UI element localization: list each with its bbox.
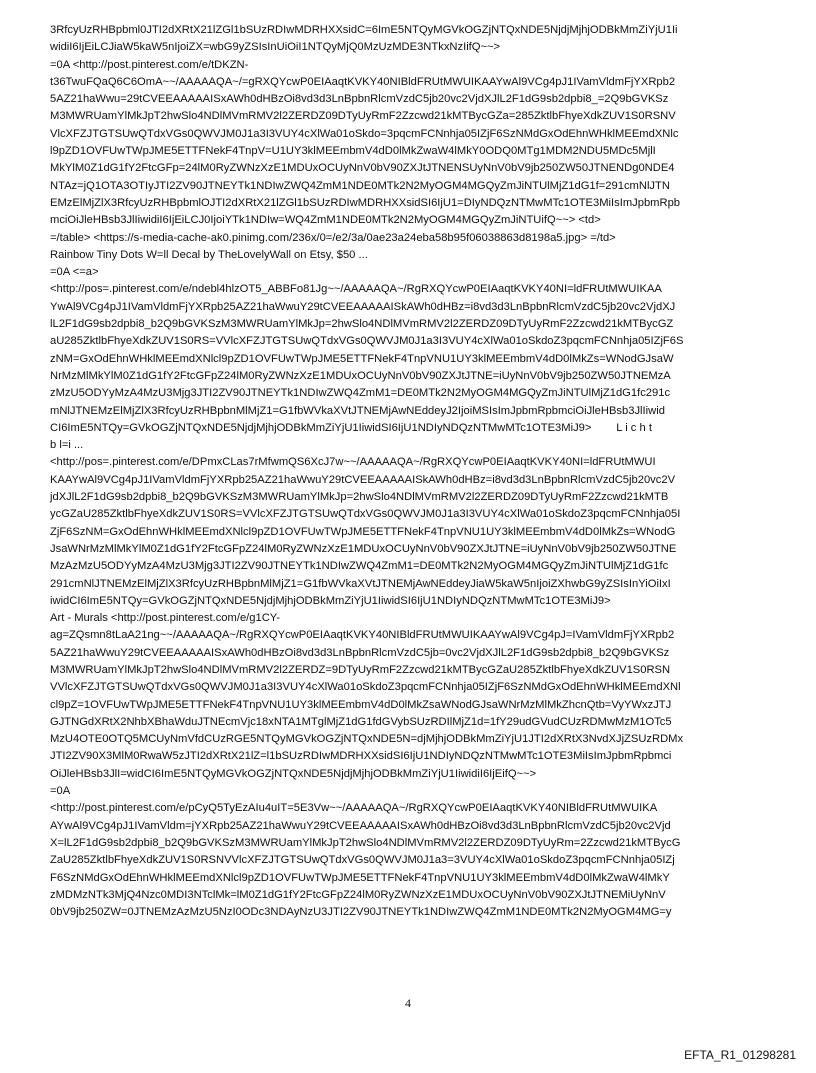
document-text-line: ZjF6SzNM=GxOdEhnWHklMEEmdXNlcl9pZD1OVFUwTWpJME5ETTFNekF4TnpVNU1UY3klMEEmbmV4dD0lMkZs=WNodG: [50, 525, 676, 538]
document-text-line: Rainbow Tiny Dots W=ll Decal by TheLovelyWall on Etsy, $50 ...: [50, 248, 368, 261]
document-text-line: <http://pos=.pinterest.com/e/DPmxCLas7rMfwmQS6XcJ7w~~/AAAAAQA~/RgRXQYcwP0EIAaqtKVKY40NI=ldFRUtMWUI: [50, 456, 656, 469]
document-body: [50, 22, 762, 921]
document-text-line: mNlJTNEMzElMjZlX3RfcyUzRHBpbnMlMjZ1=G1fbWVkaXVtJTNEMjAwNEddeyJ2IjoiMSIsImJpbmRpbmciOiJleHBsb3JlIiwid: [50, 404, 665, 417]
document-text-line: ZaU285ZktlbFhyeXdkZUV1S0RSNVVlcXFZJTGTSUwQTdxVGs0QWVJM0J1a3=3VUY4cXlWa01oSkdoZ3pqcmFCNnhja05IZj: [50, 854, 675, 867]
document-text-line: =/table> <https://s-media-cache-ak0.pinimg.com/236x/0=/e2/3a/0ae23a24eba58b95f06038863d8198a5.jpg> =/td>: [50, 231, 616, 244]
document-text-line: =0A: [50, 785, 71, 798]
document-text-line: cl9pZ=1OVFUwTWpJME5ETTFNekF4TnpVNU1UY3klMEEmbmV4dD0lMkZsaWNodGJsaWNrMzMlMkZhcnQtb=VyYWxzJTJ: [50, 698, 672, 711]
document-text-line: ycGZaU285ZktlbFhyeXdkZUV1S0RS=VVlcXFZJTGTSUwQTdxVGs0QWVJM0J1a3I3VUY4cXlWa01oSkdoZ3pqcmFCNnhja05I: [50, 508, 681, 521]
document-text-line: KAAYwAl9VCg4pJ1IVamVldmFjYXRpb25AZ21haWwuY29tCVEEAAAAAISkAWh0dHBz=i8vd3d3LnBpbnRlcmVzdC5jb20vc2V: [50, 473, 676, 486]
document-text-line: MkYlM0Z1dG1fY2FtcGFp=24lM0RyZWNzXzE1MDUxOCUyNnV0bV90ZXJtJTNENSUyNnV0bV9jb250ZW50JTNENDg0NDE4: [50, 162, 675, 175]
document-text-line: zMzU5ODYyMzA4MzU3Mjg3JTI2ZV90JTNEYTk1NDIwZWQ4ZmM1=DE0MTk2N2MyOGM4MGQyZmJiNTUlMjZ1dG1fc291c: [50, 387, 671, 400]
document-text-line: F6SzNMdGxOdEhnWHklMEEmdXNlcl9pZD1OVFUwTWpJME5ETTFNekF4TnpVNU1UY3klMEEmbmV4dD0lMkZwaW4lMkY: [50, 871, 670, 884]
document-text-line: widiI6IjEiLCJiaW5kaW5nIjoiZX=wbG9yZSIsInUiOiI1NTQyMjQ0MzUzMDE3NTkxNzIifQ~~>: [50, 41, 501, 54]
document-text-line: X=lL2F1dG9sb2dpbi8_b2Q9bGVKSzM3MWRUamYlMkJpT2hwSlo4NDlMVmRMV2l2ZERDZ09DTyUyRm=2Zzcwd21kMTBycG: [50, 836, 681, 849]
document-text-line: NTAz=jQ1OTA3OTIyJTI2ZV90JTNEYTk1NDIwZWQ4ZmM1NDE0MTk2N2MyOGM4MGQyZmJiNTUlMjZ1dG1f=291cmNlJTN: [50, 179, 670, 192]
document-text-line: MzAzMzU5ODYyMzA4MzU3Mjg3JTI2ZV90JTNEYTk1NDIwZWQ4ZmM1=DE0MTk2N2MyOGM4MGQyZmJiNTUlMjZ1dG1fc: [50, 560, 669, 573]
document-text-line: M3MWRUamYlMkJpT2hwSlo4NDlMVmRMV2l2ZERDZ=9DTyUyRmF2Zzcwd21kMTBycGZaU285ZktlbFhyeXdkZUV1S0RSN: [50, 663, 671, 676]
document-text-line: JTI2ZV90X3MlM0RwaW5zJTI2dXRtX21lZ=l1bSUzRDIwMDRHXXsidSI6IjU1NDIyNDQzNTMwMTc1OTE3MiIsImJpbmRpbmci: [50, 750, 672, 763]
document-text-line: jdXJlL2F1dG9sb2dpbi8_b2Q9bGVKSzM3MWRUamYlMkJp=2hwSlo4NDlMVmRMV2l2ZERDZ09DTyUyRmF2Zzcwd21kMTB: [50, 491, 669, 504]
document-text-line: lL2F1dG9sb2dpbi8_b2Q9bGVKSzM3MWRUamYlMkJp=2hwSlo4NDlMVmRMV2l2ZERDZ09DTyUyRmF2Zzcwd21kMTBycGZ: [50, 318, 674, 331]
document-text-line: l9pZD1OVFUwTWpJME5ETTFNekF4TnpV=U1UY3klMEEmbmV4dD0lMkZwaW4lMkY0ODQ0MTg1MDM2NDU5MDc5MjlI: [50, 145, 656, 158]
document-text-line: NrMzMlMkYlM0Z1dG1fY2FtcGFpZ24lM0RyZWNzXzE1MDUxOCUyNnV0bV90ZXJtJTNE=iUyNnV0bV9jb250ZW50JTNEMzA: [50, 369, 671, 382]
document-text-line: t36TwuFQaQ6C6OmA~~/AAAAAQA~/=gRXQYcwP0EIAaqtKVKY40NIBldFRUtMWUIKAAYwAl9VCg4pJ1IVamVldmFjYXRpb2: [50, 75, 676, 88]
document-text-line: CI6ImE5NTQy=GVkOGZjNTQxNDE5NjdjMjhjODBkMmZiYjU1IiwidSI6IjU1NDIyNDQzNTMwMTc1OTE3MiJ9> L i c h t: [50, 421, 652, 434]
document-text-line: EMzElMjZlX3RfcyUzRHBpbmlOJTI2dXRtX21lZGl1bSUzRDIwMDRHXXsidSI6IjU1=DIyNDQzNTMwMTc1OTE3MiIsImJpbmRpb: [50, 196, 681, 209]
document-text-line: JsaWNrMzMlMkYlM0Z1dG1fY2FtcGFpZ24lM0RyZWNzXzE1MDUxOCUyNnV0bV90ZXJtJTNE=iUyNnV0bV9jb250ZW50JTNE: [50, 542, 677, 555]
document-text-line: ag=ZQsmn8tLaA21ng~~/AAAAAQA~/RgRXQYcwP0EIAaqtKVKY40NIBldFRUtMWUIKAAYwAl9VCg4pJ=IVamVldmFjYXRpb2: [50, 629, 675, 642]
document-text-line: 5AZ21haWwuY29tCVEEAAAAAISxAWh0dHBzOi8vd3d3LnBpbnRlcmVzdC5jb=0vc2VjdXJlL2F1dG9sb2dpbi8_b2Q9bGVKSz: [50, 646, 670, 659]
document-text-line: zNM=GxOdEhnWHklMEEmdXNlcl9pZD1OVFUwTWpJME5ETTFNekF4TnpVNU1UY3klMEEmbmV4dD0lMkZs=WNodGJsaW: [50, 352, 674, 365]
page-number: 4: [405, 996, 411, 1010]
document-text-line: <http://post.pinterest.com/e/pCyQ5TyEzAIu4uIT=5E3Vw~~/AAAAAQA~/RgRXQYcwP0EIAaqtKVKY40NIBldFRUtMWUIKA: [50, 802, 658, 815]
document-text-line: aU285ZktlbFhyeXdkZUV1S0RS=VVlcXFZJTGTSUwQTdxVGs0QWVJM0J1a3I3VUY4cXlWa01oSkdoZ3pqcmFCNnhja05IZjF6S: [50, 335, 684, 348]
document-text-line: mciOiJleHBsb3JlIiwidiI6IjEiLCJ0IjoiYTk1NDIw=WQ4ZmM1NDE0MTk2N2MyOGM4MGQyZmJiNTUifQ~~> <td>: [50, 214, 601, 227]
document-text-line: OiJleHBsb3JlI=widCI6ImE5NTQyMGVkOGZjNTQxNDE5NjdjMjhjODBkMmZiYjU1IiwidiI6IjEifQ~~>: [50, 767, 537, 780]
document-text-line: 291cmNlJTNEMzElMjZlX3RfcyUzRHBpbnMlMjZ1=G1fbWVkaXVtJTNEMjAwNEddeyJiaW5kaW5nIjoiZXhwbG9yZSIsInYiOiIxI: [50, 577, 671, 590]
document-text-line: M3MWRUamYlMkJpT2hwSlo4NDlMVmRMV2l2ZERDZ09DTyUyRmF2Zzcwd21kMTBycGZa=285ZktlbFhyeXdkZUV1S0RSNV: [50, 110, 676, 123]
document-text-line: =0A <=a>: [50, 266, 99, 279]
document-text-line: =0A <http://post.pinterest.com/e/tDKZN-: [50, 58, 249, 71]
document-text-line: 3RfcyUzRHBpbml0JTI2dXRtX21lZGl1bSUzRDIwMDRHXXsidC=6ImE5NTQyMGVkOGZjNTQxNDE5NjdjMjhjODBkMmZiYjU1Ii: [50, 24, 678, 36]
document-text-line: GJTNGdXRtX2NhbXBhaWduJTNEcmVjc18xNTA1MTglMjZ1dG1fdGVybSUzRDIlMjZ1d=1fY29udGVudCUzRDMwMzM1OTc5: [50, 715, 672, 728]
document-text-line: VVlcXFZJTGTSUwQTdxVGs0QWVJM0J1a3I3VUY4cXlWa01oSkdoZ3pqcmFCNnhja05IZjF6SzNMdGxOdEhnWHklMEEmdXNl: [50, 681, 681, 694]
document-text-line: VlcXFZJTGTSUwQTdxVGs0QWVJM0J1a3I3VUY4cXlWa01oSkdo=3pqcmFCNnhja05IZjF6SzNMdGxOdEhnWHklMEEmdXNlc: [50, 127, 679, 140]
document-text-line: 0bV9jb250ZW=0JTNEMzAzMzU5NzI0ODc3NDAyNzU3JTI2ZV90JTNEYTk1NDIwZWQ4ZmM1NDE0MTk2N2MyOGM4MG=y: [50, 906, 672, 919]
document-id-stamp: EFTA_R1_01298281: [684, 1048, 796, 1062]
document-text-line: zMDMzNTk3MjQ4Nzc0MDI3NTclMk=lM0Z1dG1fY2FtcGFpZ24lM0RyZWNzXzE1MDUxOCUyNnV0bV90ZXJtJTNEMiUyNnV: [50, 888, 666, 901]
document-text-line: iwidCI6ImE5NTQy=GVkOGZjNTQxNDE5NjdjMjhjODBkMmZiYjU1IiwidSI6IjU1NDIyNDQzNTMwMTc1OTE3MiJ9>: [50, 594, 611, 607]
document-text-line: Art - Murals <http://post.pinterest.com/e/g1CY-: [50, 612, 280, 625]
document-text-line: YwAl9VCg4pJ1IVamVldmFjYXRpb25AZ21haWwuY29tCVEEAAAAAISkAWh0dHBz=i8vd3d3LnBpbnRlcmVzdC5jb20vc2VjdXJ: [50, 300, 676, 313]
document-text-line: MzU4OTE0OTQ5MCUyNmVfdCUzRGE5NTQyMGVkOGZjNTQxNDE5N=djMjhjODBkMmZiYjU1JTI2dXRtX3NvdXJjZSUzRDMx: [50, 733, 684, 746]
document-text-line: AYwAl9VCg4pJ1IVamVldm=jYXRpb25AZ21haWwuY29tCVEEAAAAAISxAWh0dHBzOi8vd3d3LnBpbnRlcmVzdC5jb20vc2Vjd: [50, 819, 671, 832]
document-text-line: b l=i ...: [50, 439, 84, 452]
document-text-line: <http://pos=.pinterest.com/e/ndebl4hlzOT5_ABBFo81Jg~~/AAAAAQA~/RgRXQYcwP0EIAaqtKVKY40NI=ldFRUtMWUIKAA: [50, 283, 662, 296]
document-text-line: 5AZ21haWwu=29tCVEEAAAAAISxAWh0dHBzOi8vd3d3LnBpbnRlcmVzdC5jb20vc2VjdXJlL2F1dG9sb2dpbi8_=2Q9bGVKSz: [50, 93, 669, 106]
